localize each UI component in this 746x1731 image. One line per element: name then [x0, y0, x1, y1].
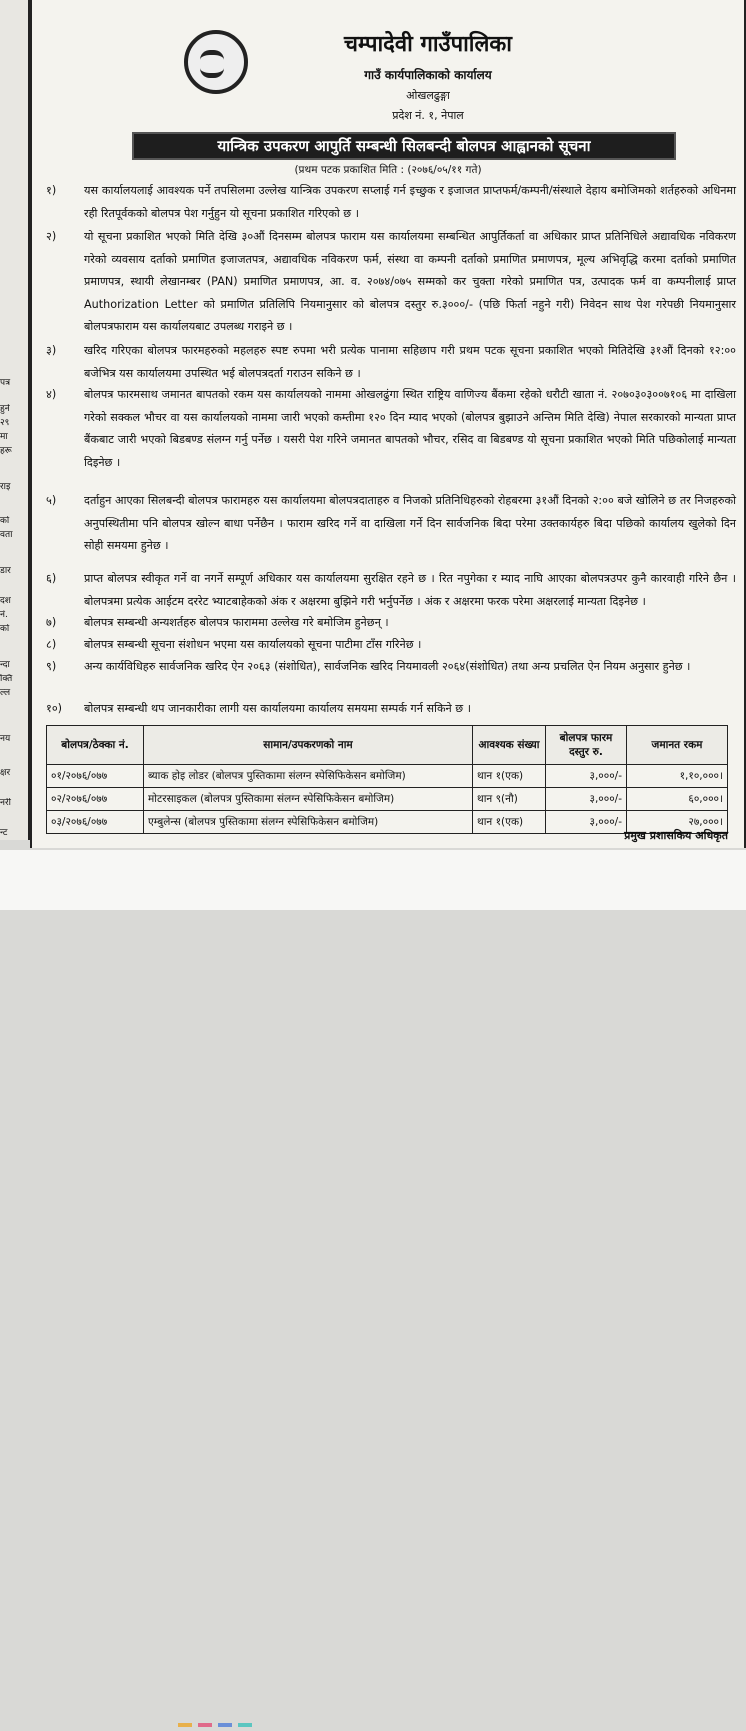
- item-text: बोलपत्र सम्बन्धी अन्यशर्तहरु बोलपत्र फाराममा उल्लेख गरे बमोजिम हुनेछन् ।: [84, 616, 389, 629]
- table-cell: ३,०००/-: [546, 811, 627, 834]
- indicator-dot: [198, 1723, 212, 1727]
- table-cell: ३,०००/-: [546, 788, 627, 811]
- notice-banner-title: यान्त्रिक उपकरण आपुर्ति सम्बन्धी सिलबन्दी बोलपत्र आह्वानको सूचना: [132, 132, 676, 160]
- table-cell: ०३/२०७६/०७७: [47, 811, 144, 834]
- publication-date: (प्रथम पटक प्रकाशित मिति : (२०७६/०५/११ गते): [294, 164, 482, 176]
- table-cell: ३,०००/-: [546, 765, 627, 788]
- table-cell: ६०,०००।: [627, 788, 728, 811]
- column-fragment-text: वता: [0, 530, 13, 540]
- table-cell: ब्याक होइ लोडर (बोलपत्र पुस्तिकामा संलग्न स्पेसिफिकेसन बमोजिम): [144, 765, 473, 788]
- item-text: बोलपत्र सम्बन्धी थप जानकारीका लागी यस कार्यालयमा कार्यालय समयमा सम्पर्क गर्न सकिने छ ।: [84, 702, 471, 715]
- table-header-row: [47, 726, 728, 765]
- header-quantity: आवश्यक संख्या: [473, 726, 546, 765]
- column-fragment-text: नरी: [0, 798, 12, 808]
- item-number: ५): [46, 494, 57, 507]
- table-cell: मोटरसाइकल (बोलपत्र पुस्तिकामा संलग्न स्पेसिफिकेसन बमोजिम): [144, 788, 473, 811]
- notice-item: [46, 568, 736, 613]
- item-number: १): [46, 184, 57, 197]
- table-row: [47, 765, 728, 788]
- item-number: ४): [46, 388, 57, 401]
- column-fragment-text: हुने: [0, 404, 10, 414]
- notice-item: [46, 340, 736, 385]
- signatory-title: प्रमुख प्रशासकिय अधिकृत: [624, 829, 728, 842]
- table-row: [47, 788, 728, 811]
- notice-header: [32, 10, 744, 120]
- header-bid-no: बोलपत्र/ठेक्का नं.: [47, 726, 144, 765]
- column-fragment-text: राइ: [0, 482, 11, 492]
- column-fragment-text: दश: [0, 596, 11, 606]
- item-number: १०): [46, 702, 62, 715]
- item-number: ७): [46, 616, 57, 629]
- notice-item: [46, 384, 736, 474]
- column-fragment-text: पत्र: [0, 378, 11, 388]
- municipality-title: चम्पादेवी गाउँपालिका: [344, 32, 512, 57]
- column-fragment-text: क्ति: [0, 674, 13, 684]
- header-security-amount: जमानत रकम: [627, 726, 728, 765]
- column-fragment-text: क्षर: [0, 768, 11, 778]
- table-cell: ०१/२०७६/०७७: [47, 765, 144, 788]
- indicator-dot: [238, 1723, 252, 1727]
- item-number: ६): [46, 572, 57, 585]
- item-number: ८): [46, 638, 57, 651]
- notice-document: [30, 0, 746, 848]
- item-text: प्राप्त बोलपत्र स्वीकृत गर्ने वा नगर्ने सम्पूर्ण अधिकार यस कार्यालयमा सुरक्षित रहने छ । रित नपुगेका र म्याद नाघि आएका बोलपत्रउपर कुनै कारवाही गरिने छैन । बोलपत्रमा प्रत्येक आईटम दररेट भ्याटबाहेकको अंक र अक्षरमा बुझिने गरी भर्नुपर्नेछ । अंक र अक्षरमा फरक परेमा अक्षरलाई मान्यता दिइनेछ ।: [84, 572, 736, 608]
- item-text: अन्य कार्यविधिहरु सार्वजनिक खरिद ऐन २०६३ (संशोधित), सार्वजनिक खरिद नियमावली २०६४(संशोधित) तथा अन्य प्रचलित ऐन नियम अनुसार हुनेछ ।: [84, 660, 691, 673]
- item-text: यस कार्यालयलाई आवश्यक पर्ने तपसिलमा उल्लेख यान्त्रिक उपकरण सप्लाई गर्न इच्छुक र इजाजत प्राप्तफर्म/कम्पनी/संस्थाले देहाय बमोजिमको शर्तहरुको अधिनमा रही रितपूर्वकको बोलपत्र पेश गर्नुहुन यो सूचना प्रकाशित गरिएको छ ।: [84, 184, 736, 220]
- column-fragment-text: नं.: [0, 610, 8, 620]
- notice-item: [46, 226, 736, 339]
- item-text: खरिद गरिएका बोलपत्र फारमहरुको महलहरु स्पष्ट रुपमा भरी प्रत्येक पानामा सहिछाप गरी प्रथम पटक सूचना प्रकाशित भएको मितिदेखि ३१औं दिनको १२:०० बजेभित्र यस कार्यालयमा उपस्थित भई बोलपत्रदर्ता गराउन सकिने छ ।: [84, 344, 736, 380]
- column-fragment-text: न्दा: [0, 660, 10, 670]
- item-text: यो सूचना प्रकाशित भएको मिति देखि ३०औं दिनसम्म बोलपत्र फाराम यस कार्यालयमा सम्बन्धित आपुर्तिकर्ता वा अधिकार प्राप्त प्रतिनिधिले अद्यावधिक नविकरण गरेको व्यवसाय दर्ताको प्रमाणित इजाजतपत्र, अद्यावधिक नविकरण फर्म, संस्था वा कम्पनी दर्ताको प्रमाणित प्रमाणपत्र, मूल्य अभिवृद्धि करमा दर्ताको प्रमाणित प्रमाणपत्र, स्थायी लेखानम्बर (PAN) प्रमाणित प्रमाणपत्र, आ. व. २०७४/०७५ सम्मको कर चुक्ता गरेको प्रमाणित पत्र, उत्पादक फर्म वा कम्पनीलाई प्राप्त Authorization Letter को प्रमाणित प्रतिलिपि नियमानुसार को बोलपत्र दस्तुर रु.३०००/- (पछि फिर्ता नहुने गरी) निवेदन साथ पेश गरेपछी नियमानुसार बोलपत्रफाराम यस कार्यालयबाट उपलब्ध गराइने छ ।: [84, 230, 736, 334]
- column-fragment-text: को: [0, 624, 10, 634]
- table-cell: थान १(एक): [473, 811, 546, 834]
- column-fragment-text: को: [0, 516, 10, 526]
- column-fragment-text: डार: [0, 566, 11, 576]
- item-text: बोलपत्र फारमसाथ जमानत बापतको रकम यस कार्यालयको नाममा ओखलढुंगा स्थित राष्ट्रिय वाणिज्य बैंकमा रहेको धरौटी खाता नं. २०७०३०३००७१०६ मा दाखिला गरेको सक्कल भौचर वा यस कार्यालयको नाममा जारी भएको कम्तीमा १२० दिन म्याद भएको (बोलपत्र बुझाउने अन्तिम मिति देखि) नेपाल सरकारको मान्यता प्राप्त बैंकबाट जारी भएको बिडबण्ड संलग्न गर्नु पर्नेछ । यसरी पेश गरिने जमानत बापतको भौचर, रसिद वा बिडबण्ड यो सूचना प्रकाशित भएको मिति पछिकोलाई मान्यता दिइनेछ ।: [84, 388, 736, 469]
- item-text: दर्ताहुन आएका सिलबन्दी बोलपत्र फारामहरु यस कार्यालयमा बोलपत्रदाताहरु व निजको प्रतिनिधिहरुको रोहबरमा ३१औं दिनको २:०० बजे खोलिने छ तर निजहरुको अनुपस्थितीमा पनि बोलपत्र खोल्न बाधा पर्नेछैन । फाराम खरिद गर्ने वा दाखिला गर्ने दिन सार्वजनिक बिदा परेमा उक्तकार्यहरु बिदा पछिको कार्यालय खुलेको दिन सोही समयमा हुनेछ ।: [84, 494, 736, 553]
- column-fragment-text: न्ट: [0, 828, 8, 838]
- item-text: बोलपत्र सम्बन्धी सूचना संशोधन भएमा यस कार्यालयको सूचना पाटीमा टाँस गरिनेछ ।: [84, 638, 422, 651]
- adjacent-column-fragment: [0, 0, 30, 840]
- column-fragment-text: मा: [0, 432, 8, 442]
- column-fragment-text: हरू: [0, 446, 12, 456]
- notice-item: [46, 698, 736, 721]
- table-cell: १,१०,०००।: [627, 765, 728, 788]
- notice-item: [46, 656, 736, 679]
- notice-item: [46, 634, 736, 657]
- province-name: प्रदेश नं. १, नेपाल: [392, 109, 464, 122]
- header-form-fee: बोलपत्र फारम दस्तुर रु.: [546, 726, 627, 765]
- notice-item: [46, 612, 736, 635]
- column-fragment-text: ल्ल: [0, 688, 11, 698]
- item-number: ९): [46, 660, 57, 673]
- column-fragment-text: नय: [0, 734, 11, 744]
- table-cell: थान ९(नौ): [473, 788, 546, 811]
- table-cell: २७,०००।: [627, 811, 728, 834]
- header-item-name: सामान/उपकरणको नाम: [144, 726, 473, 765]
- item-number: ३): [46, 344, 57, 357]
- column-fragment-text: २९: [0, 418, 10, 428]
- notice-item: [46, 490, 736, 558]
- table-cell: थान १(एक): [473, 765, 546, 788]
- table-cell: एम्बुलेन्स (बोलपत्र पुस्तिकामा संलग्न स्पेसिफिकेसन बमोजिम): [144, 811, 473, 834]
- office-name: गाउँ कार्यपालिकाको कार्यालय: [364, 68, 492, 82]
- office-location: ओखलढुङ्गा: [406, 89, 450, 102]
- viewer-bottom-bar: [0, 850, 746, 910]
- table-cell: ०२/२०७६/०७७: [47, 788, 144, 811]
- indicator-dot: [178, 1723, 192, 1727]
- indicator-dot: [218, 1723, 232, 1727]
- item-number: २): [46, 230, 57, 243]
- items-table: [46, 725, 728, 834]
- notice-item: [46, 180, 736, 225]
- page-indicator-dots: [178, 1712, 258, 1731]
